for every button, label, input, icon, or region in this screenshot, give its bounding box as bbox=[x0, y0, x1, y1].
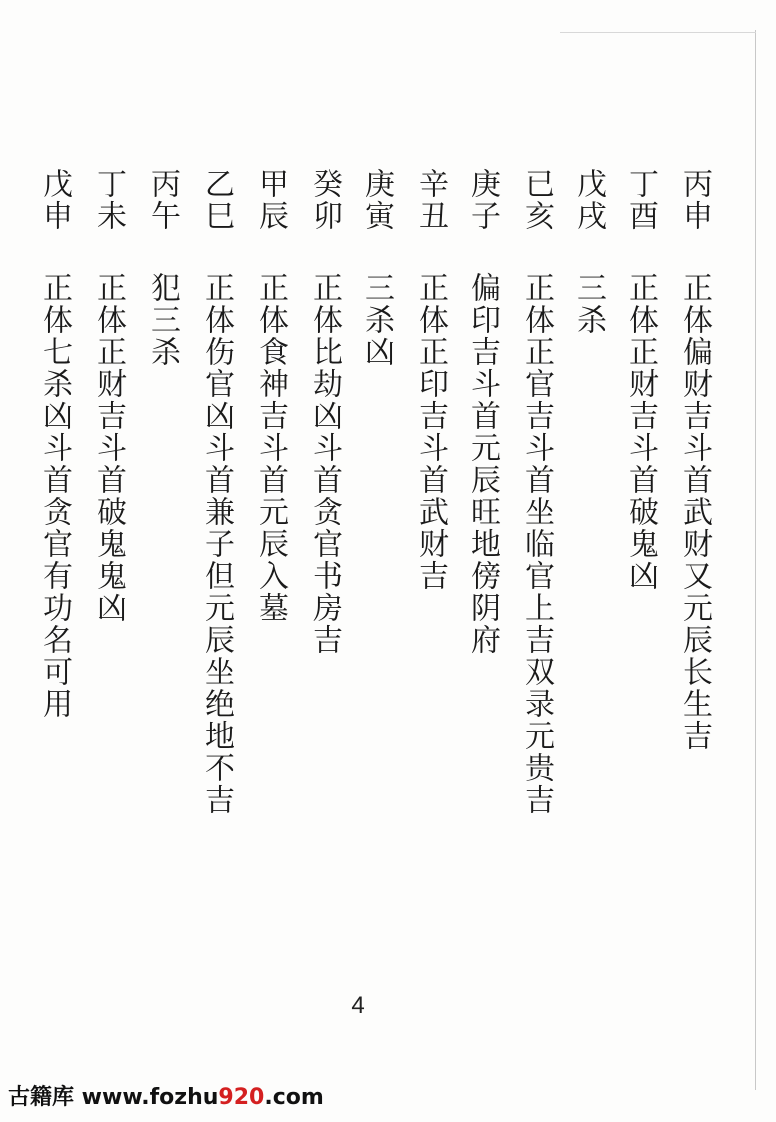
column-description: 犯三杀 bbox=[145, 272, 180, 368]
text-column bbox=[410, 168, 450, 592]
watermark-url-suffix: .com bbox=[264, 1085, 324, 1110]
text-column bbox=[196, 168, 236, 816]
text-column bbox=[516, 168, 556, 816]
text-column bbox=[674, 168, 714, 752]
text-column bbox=[88, 168, 128, 624]
column-description: 正体正财吉斗首破鬼凶 bbox=[623, 272, 658, 592]
site-watermark bbox=[8, 1080, 324, 1111]
text-column bbox=[142, 168, 182, 368]
text-column bbox=[250, 168, 290, 624]
page-edge-line bbox=[755, 30, 756, 1090]
text-column bbox=[462, 168, 502, 656]
stem-branch-label: 辛丑 bbox=[413, 168, 448, 232]
watermark-url-prefix: www.fozhu bbox=[74, 1085, 219, 1110]
stem-branch-label: 庚寅 bbox=[359, 168, 394, 232]
text-column bbox=[568, 168, 608, 336]
column-description: 正体正印吉斗首武财吉 bbox=[413, 272, 448, 592]
stem-branch-label: 乙巳 bbox=[199, 168, 234, 232]
column-description: 正体食神吉斗首元辰入墓 bbox=[253, 272, 288, 624]
column-description: 三杀 bbox=[571, 272, 606, 336]
stem-branch-label: 戊戌 bbox=[571, 168, 606, 232]
watermark-brand: 古籍库 bbox=[8, 1085, 75, 1110]
column-description: 正体伤官凶斗首兼子但元辰坐绝地不吉 bbox=[199, 272, 234, 816]
watermark-url-accent: 920 bbox=[218, 1085, 265, 1110]
stem-branch-label: 庚子 bbox=[465, 168, 500, 232]
text-column bbox=[356, 168, 396, 368]
stem-branch-label: 丙午 bbox=[145, 168, 180, 232]
stem-branch-label: 癸卯 bbox=[307, 168, 342, 232]
column-description: 正体正财吉斗首破鬼鬼凶 bbox=[91, 272, 126, 624]
stem-branch-label: 戊申 bbox=[37, 168, 72, 232]
page-top-line bbox=[560, 32, 756, 33]
text-column bbox=[620, 168, 660, 592]
column-description: 正体七杀凶斗首贪官有功名可用 bbox=[37, 272, 72, 720]
column-description: 正体正官吉斗首坐临官上吉双录元贵吉 bbox=[519, 272, 554, 816]
stem-branch-label: 甲辰 bbox=[253, 168, 288, 232]
column-description: 三杀凶 bbox=[359, 272, 394, 368]
text-column bbox=[34, 168, 74, 720]
stem-branch-label: 已亥 bbox=[519, 168, 554, 232]
stem-branch-label: 丙申 bbox=[677, 168, 712, 232]
stem-branch-label: 丁酉 bbox=[623, 168, 658, 232]
column-description: 正体比劫凶斗首贪官书房吉 bbox=[307, 272, 342, 656]
column-description: 偏印吉斗首元辰旺地傍阴府 bbox=[465, 272, 500, 656]
column-description: 正体偏财吉斗首武财又元辰长生吉 bbox=[677, 272, 712, 752]
text-column bbox=[304, 168, 344, 656]
stem-branch-label: 丁未 bbox=[91, 168, 126, 232]
page-number: 4 bbox=[351, 992, 365, 1019]
